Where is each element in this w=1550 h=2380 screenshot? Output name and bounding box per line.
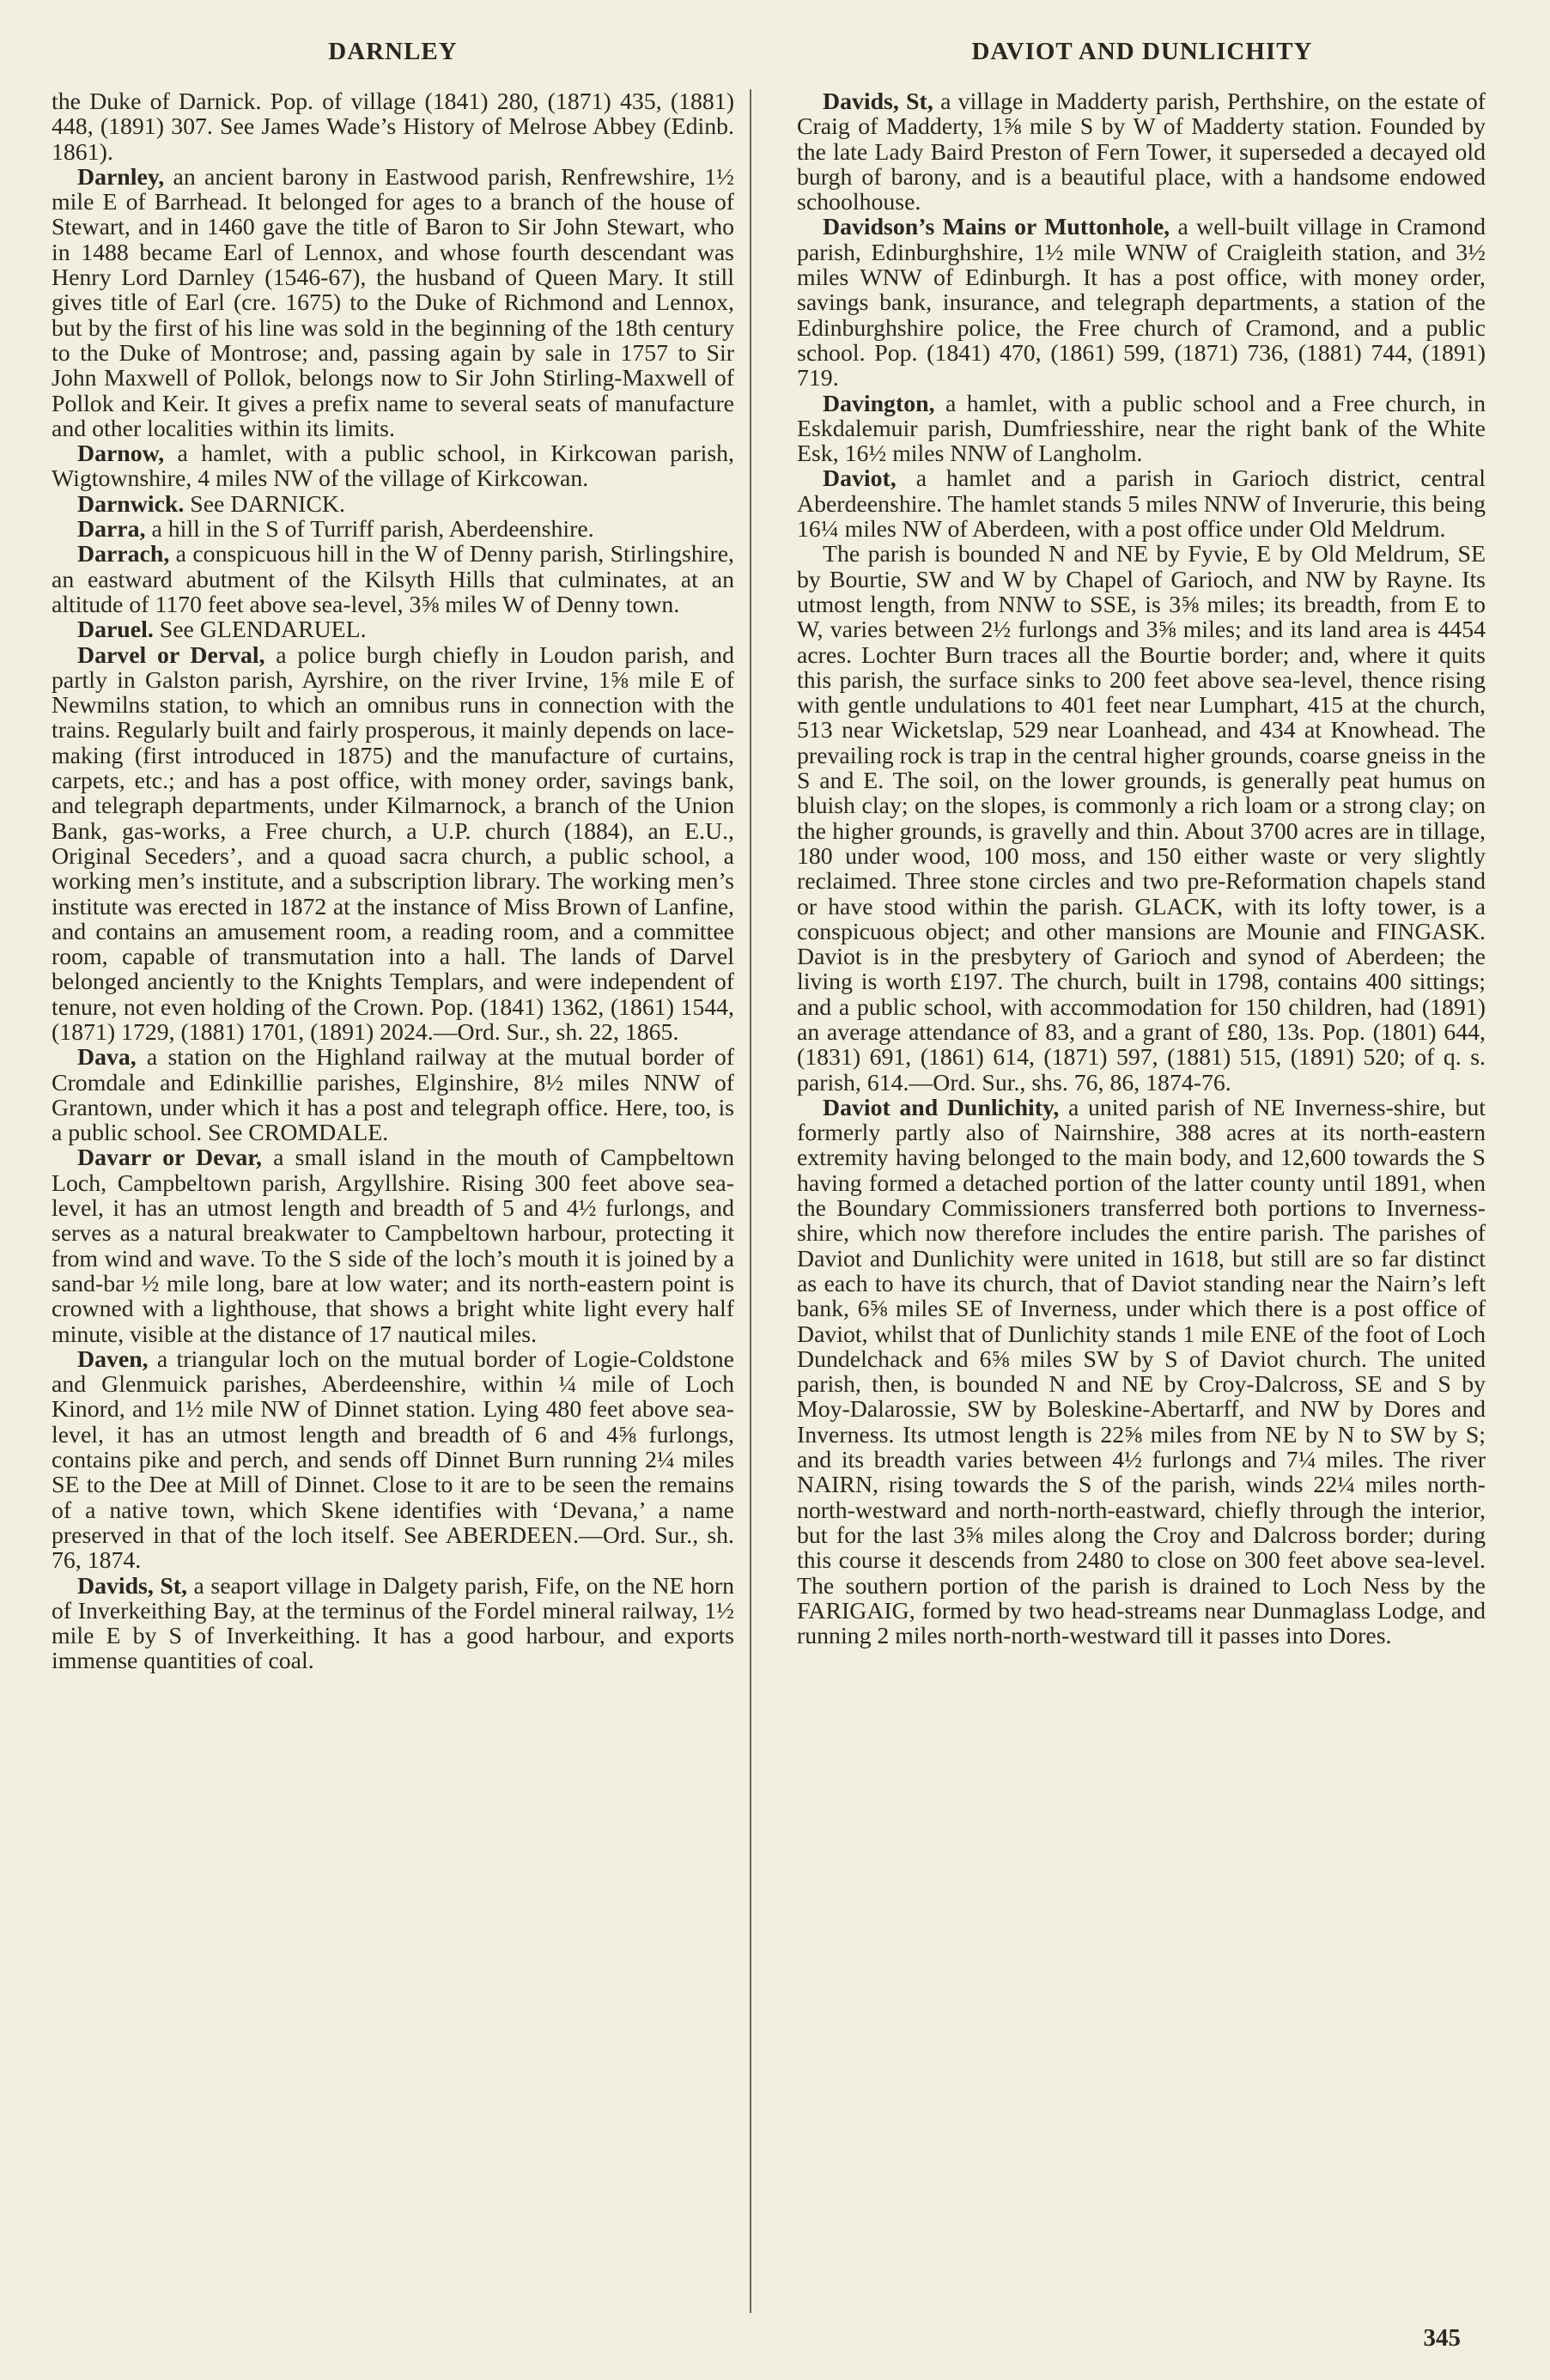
entry-headword: Davids, St, xyxy=(823,88,933,115)
column-divider xyxy=(750,89,751,2313)
running-header-right: DAVIOT AND DUNLICHITY xyxy=(971,38,1313,65)
entry-text: a hamlet, with a public school, in Kirkcowan parish, Wigtownshire, 4 miles NW of the village of Kirkcowan. xyxy=(52,440,734,493)
entry-headword: Darra, xyxy=(77,516,146,543)
gazetteer-entry xyxy=(52,617,734,642)
entry-text: a hill in the S of Turriff parish, Aberdeenshire. xyxy=(145,516,594,543)
entry-headword: Dava, xyxy=(77,1044,137,1072)
gazetteer-entry xyxy=(52,1574,734,1674)
entry-text: a police burgh chiefly in Loudon parish, and partly in Galston parish, Ayrshire, on the river Irvine, 1⅝ mile E of Newmilns station, to which an omnibus runs in connection with the trains. Regularly built and fairly prosperous, it mainly depends on lace-making (first introduced in 1875) and the manufacture of curtains, carpets, etc.; and has a post office, with money order, savings bank, and telegraph departments, under Kilmarnock, a branch of the Union Bank, gas-works, a Free church, a U.P. church (1884), an E.U., Original Seceders’, and a quoad sacra church, a public school, a working men’s institute, and a subscription library. The working men’s institute was erected in 1872 at the instance of Miss Brown of Lanfine, and contains an amusement room, a reading room, and a committee room, capable of transmutation into a hall. The lands of Darvel belonged anciently to the Knights Templars, and were independent of tenure, not even holding of the Crown. Pop. (1841) 1362, (1861) 1544, (1871) 1729, (1881) 1701, (1891) 2024.—Ord. Sur., sh. 22, 1865. xyxy=(52,641,735,1046)
entry-text: a station on the Highland railway at the mutual border of Cromdale and Edinkillie parishes, Elginshire, 8½ miles NNW of Grantown, under which it has a post and telegraph office. Here, too, is a public school. See CROMDALE. xyxy=(52,1044,734,1147)
entry-text: an ancient barony in Eastwood parish, Renfrewshire, 1½ mile E of Barrhead. It belonged for ages to a branch of the house of Stewart, and in 1460 gave the title of Baron to Sir John Stewart, who in 1488 became Earl of Lennox, and whose fourth descendant was Henry Lord Darnley (1546-67), the husband of Queen Mary. It still gives title of Earl (cre. 1675) to the Duke of Richmond and Lennox, but by the first of his line was sold in the beginning of the 18th century to the Duke of Montrose; and, passing again by sale in 1757 to Sir John Maxwell of Pollok, belongs now to Sir John Stirling-Maxwell of Pollok and Keir. It gives a prefix name to several seats of manufacture and other localities within its limits. xyxy=(52,163,734,442)
gazetteer-entry xyxy=(52,89,734,165)
entry-headword: Daviot, xyxy=(823,465,897,493)
gazetteer-entry xyxy=(52,542,734,617)
gazetteer-entry xyxy=(797,1096,1486,1649)
gazetteer-entry xyxy=(52,165,734,441)
entry-headword: Davarr or Devar, xyxy=(77,1144,262,1172)
entry-text: a village in Madderty parish, Perthshire, on the estate of Craig of Madderty, 1⅝ mile S by W of Madderty station. Founded by the late Lady Baird Preston of Fern Tower, it superseded a decayed old burgh of barony, and is a beautiful place, with a handsome endowed schoolhouse. xyxy=(797,88,1486,216)
gazetteer-entry xyxy=(797,542,1486,1096)
left-column xyxy=(52,89,734,1674)
entry-text: a hamlet and a parish in Garioch district, central Aberdeenshire. The hamlet stands 5 miles NNW of Inverurie, this being 16¼ miles NW of Aberdeen, with a post office under Old Meldrum. xyxy=(797,465,1486,543)
entry-headword: Darnow, xyxy=(77,440,165,468)
entry-text: a hamlet, with a public school and a Free church, in Eskdalemuir parish, Dumfriesshire, near the right bank of the White Esk, 16½ miles NNW of Langholm. xyxy=(797,390,1486,468)
page-number: 345 xyxy=(1423,2324,1461,2352)
entry-text: a small island in the mouth of Campbeltown Loch, Campbeltown parish, Argyllshire. Rising 300 feet above sea-level, it has an utmost length and breadth of 5 and 4½ furlongs, and serves as a natural breakwater to Campbeltown harbour, protecting it from wind and wave. To the S side of the loch’s mouth it is joined by a sand-bar ½ mile long, bare at low water; and its north-eastern point is crowned with a lighthouse, that shows a bright white light every half minute, visible at the distance of 17 nautical miles. xyxy=(52,1144,734,1348)
entry-headword: Davids, St, xyxy=(77,1572,188,1600)
entry-text: See GLENDARUEL. xyxy=(153,616,367,644)
gazetteer-entry xyxy=(52,1347,734,1574)
entry-headword: Darrach, xyxy=(77,541,170,568)
gazetteer-entry xyxy=(797,215,1486,391)
gazetteer-entry xyxy=(52,643,734,1046)
right-column xyxy=(797,89,1486,1648)
entry-headword: Darnwick. xyxy=(77,490,185,518)
gazetteer-entry xyxy=(797,466,1486,542)
entry-headword: Davidson’s Mains or Muttonhole, xyxy=(823,214,1170,241)
entry-text: a seaport village in Dalgety parish, Fife, on the NE horn of Inverkeithing Bay, at the terminus of the Fordel mineral railway, 1½ mile E by S of Inverkeithing. It has a good harbour, and exports immense quantities of coal. xyxy=(52,1572,735,1675)
gazetteer-entry xyxy=(52,1045,734,1145)
entry-headword: Davington, xyxy=(823,390,935,417)
entry-text: a conspicuous hill in the W of Denny parish, Stirlingshire, an eastward abutment of the Kilsyth Hills that culminates, at an altitude of 1170 feet above sea-level, 3⅝ miles W of Denny town. xyxy=(52,541,734,618)
gazetteer-entry xyxy=(797,89,1486,215)
entry-text: See DARNICK. xyxy=(184,490,345,518)
gazetteer-entry xyxy=(52,517,734,542)
entry-text: a united parish of NE Inverness-shire, but formerly partly also of Nairnshire, 388 acres at its north-eastern extremity having belonged to the main body, and 12,600 towards the S having formed a detached portion of the latter county until 1891, when the Boundary Commissioners transferred both portions to Inverness-shire, which now therefore includes the entire parish. The parishes of Daviot and Dunlichity were united in 1618, but still are so far distinct as each to have its church, that of Daviot standing near the Nairn’s left bank, 6⅝ miles SE of Inverness, under which there is a post office of Daviot, whilst that of Dunlichity stands 1 mile ENE of the foot of Loch Dundelchack and 6⅝ miles SW by S of Daviot church. The united parish, then, is bounded N and NE by Croy-Dalcross, SE and S by Moy-Dalarossie, SW by Boleskine-Abertarff, and NW by Dores and Inverness. Its utmost length is 22⅝ miles from NE by N to SW by S; and its breadth varies between 4½ furlongs and 7¼ miles. The river NAIRN, rising towards the S of the parish, winds 22¼ miles north-north-westward and north-north-eastward, chiefly through the interior, but for the last 3⅝ miles along the Croy and Dalcross border; during this course it descends from 2480 to close on 300 feet above sea-level. The southern portion of the parish is drained to Loch Ness by the FARIGAIG, formed by two head-streams near Dunmaglass Lodge, and running 2 miles north-north-westward till it passes into Dores. xyxy=(797,1094,1486,1650)
entry-headword: Darvel or Derval, xyxy=(77,641,265,669)
entry-text: the Duke of Darnick. Pop. of village (1841) 280, (1871) 435, (1881) 448, (1891) 307. See James Wade’s History of Melrose Abbey (Edinb. 1861). xyxy=(52,88,734,166)
gazetteer-entry xyxy=(797,392,1486,467)
entry-headword: Daviot and Dunlichity, xyxy=(823,1094,1060,1121)
gazetteer-entry xyxy=(52,441,734,492)
entry-headword: Daruel. xyxy=(77,616,154,644)
entry-text: a triangular loch on the mutual border of Logie-Coldstone and Glenmuick parishes, Aberdeenshire, within ¼ mile of Loch Kinord, and 1½ mile NW of Dinnet station. Lying 480 feet above sea-level, it has an utmost length and breadth of 6 and 4⅝ furlongs, contains pike and perch, and sends off Dinnet Burn running 2¼ miles SE to the Dee at Mill of Dinnet. Close to it are to be seen the remains of a native town, which Skene identifies with ‘Devana,’ a name preserved in that of the loch itself. See ABERDEEN.—Ord. Sur., sh. 76, 1874. xyxy=(52,1345,734,1575)
entry-text: a well-built village in Cramond parish, Edinburghshire, 1½ mile WNW of Craigleith station, and 3½ miles WNW of Edinburgh. It has a post office, with money order, savings bank, insurance, and telegraph departments, a station of the Edinburghshire police, the Free church of Cramond, and a public school. Pop. (1841) 470, (1861) 599, (1871) 736, (1881) 744, (1891) 719. xyxy=(797,214,1486,392)
entry-text: The parish is bounded N and NE by Fyvie, E by Old Meldrum, SE by Bourtie, SW and W by Chapel of Garioch, and NW by Rayne. Its utmost length, from NNW to SSE, is 3⅝ miles; its breadth, from E to W, varies between 2½ furlongs and 3⅝ miles; and its land area is 4454 acres. Lochter Burn traces all the Bourtie border; and, where it quits this parish, the surface sinks to 200 feet above sea-level, thence rising with gentle undulations to 401 feet near Lumphart, 415 at the church, 513 near Wicketslap, 529 near Loanhead, and 434 at Knowhead. The prevailing rock is trap in the central higher grounds, coarse gneiss in the S and E. The soil, on the lower grounds, is generally peat humus on bluish clay; on the slopes, is commonly a rich loam or a strong clay; on the higher grounds, is gravelly and thin. About 3700 acres are in tillage, 180 under wood, 100 moss, and 150 either waste or very slightly reclaimed. Three stone circles and two pre-Reformation chapels stand or have stood within the parish. GLACK, with its lofty tower, is a conspicuous object; and other mansions are Mounie and FINGASK. Daviot is in the presbytery of Garioch and synod of Aberdeen; the living is worth £197. The church, built in 1798, contains 400 sittings; and a public school, with accommodation for 150 children, had (1891) an average attendance of 83, and a grant of £80, 13s. Pop. (1801) 644, (1831) 691, (1861) 614, (1871) 597, (1881) 515, (1891) 520; of q. s. parish, 614.—Ord. Sur., shs. 76, 86, 1874-76. xyxy=(797,541,1486,1096)
gazetteer-entry xyxy=(52,1145,734,1346)
entry-headword: Daven, xyxy=(77,1345,149,1373)
entry-headword: Darnley, xyxy=(77,163,165,191)
running-header-left: DARNLEY xyxy=(328,38,458,65)
gazetteer-entry xyxy=(52,492,734,517)
